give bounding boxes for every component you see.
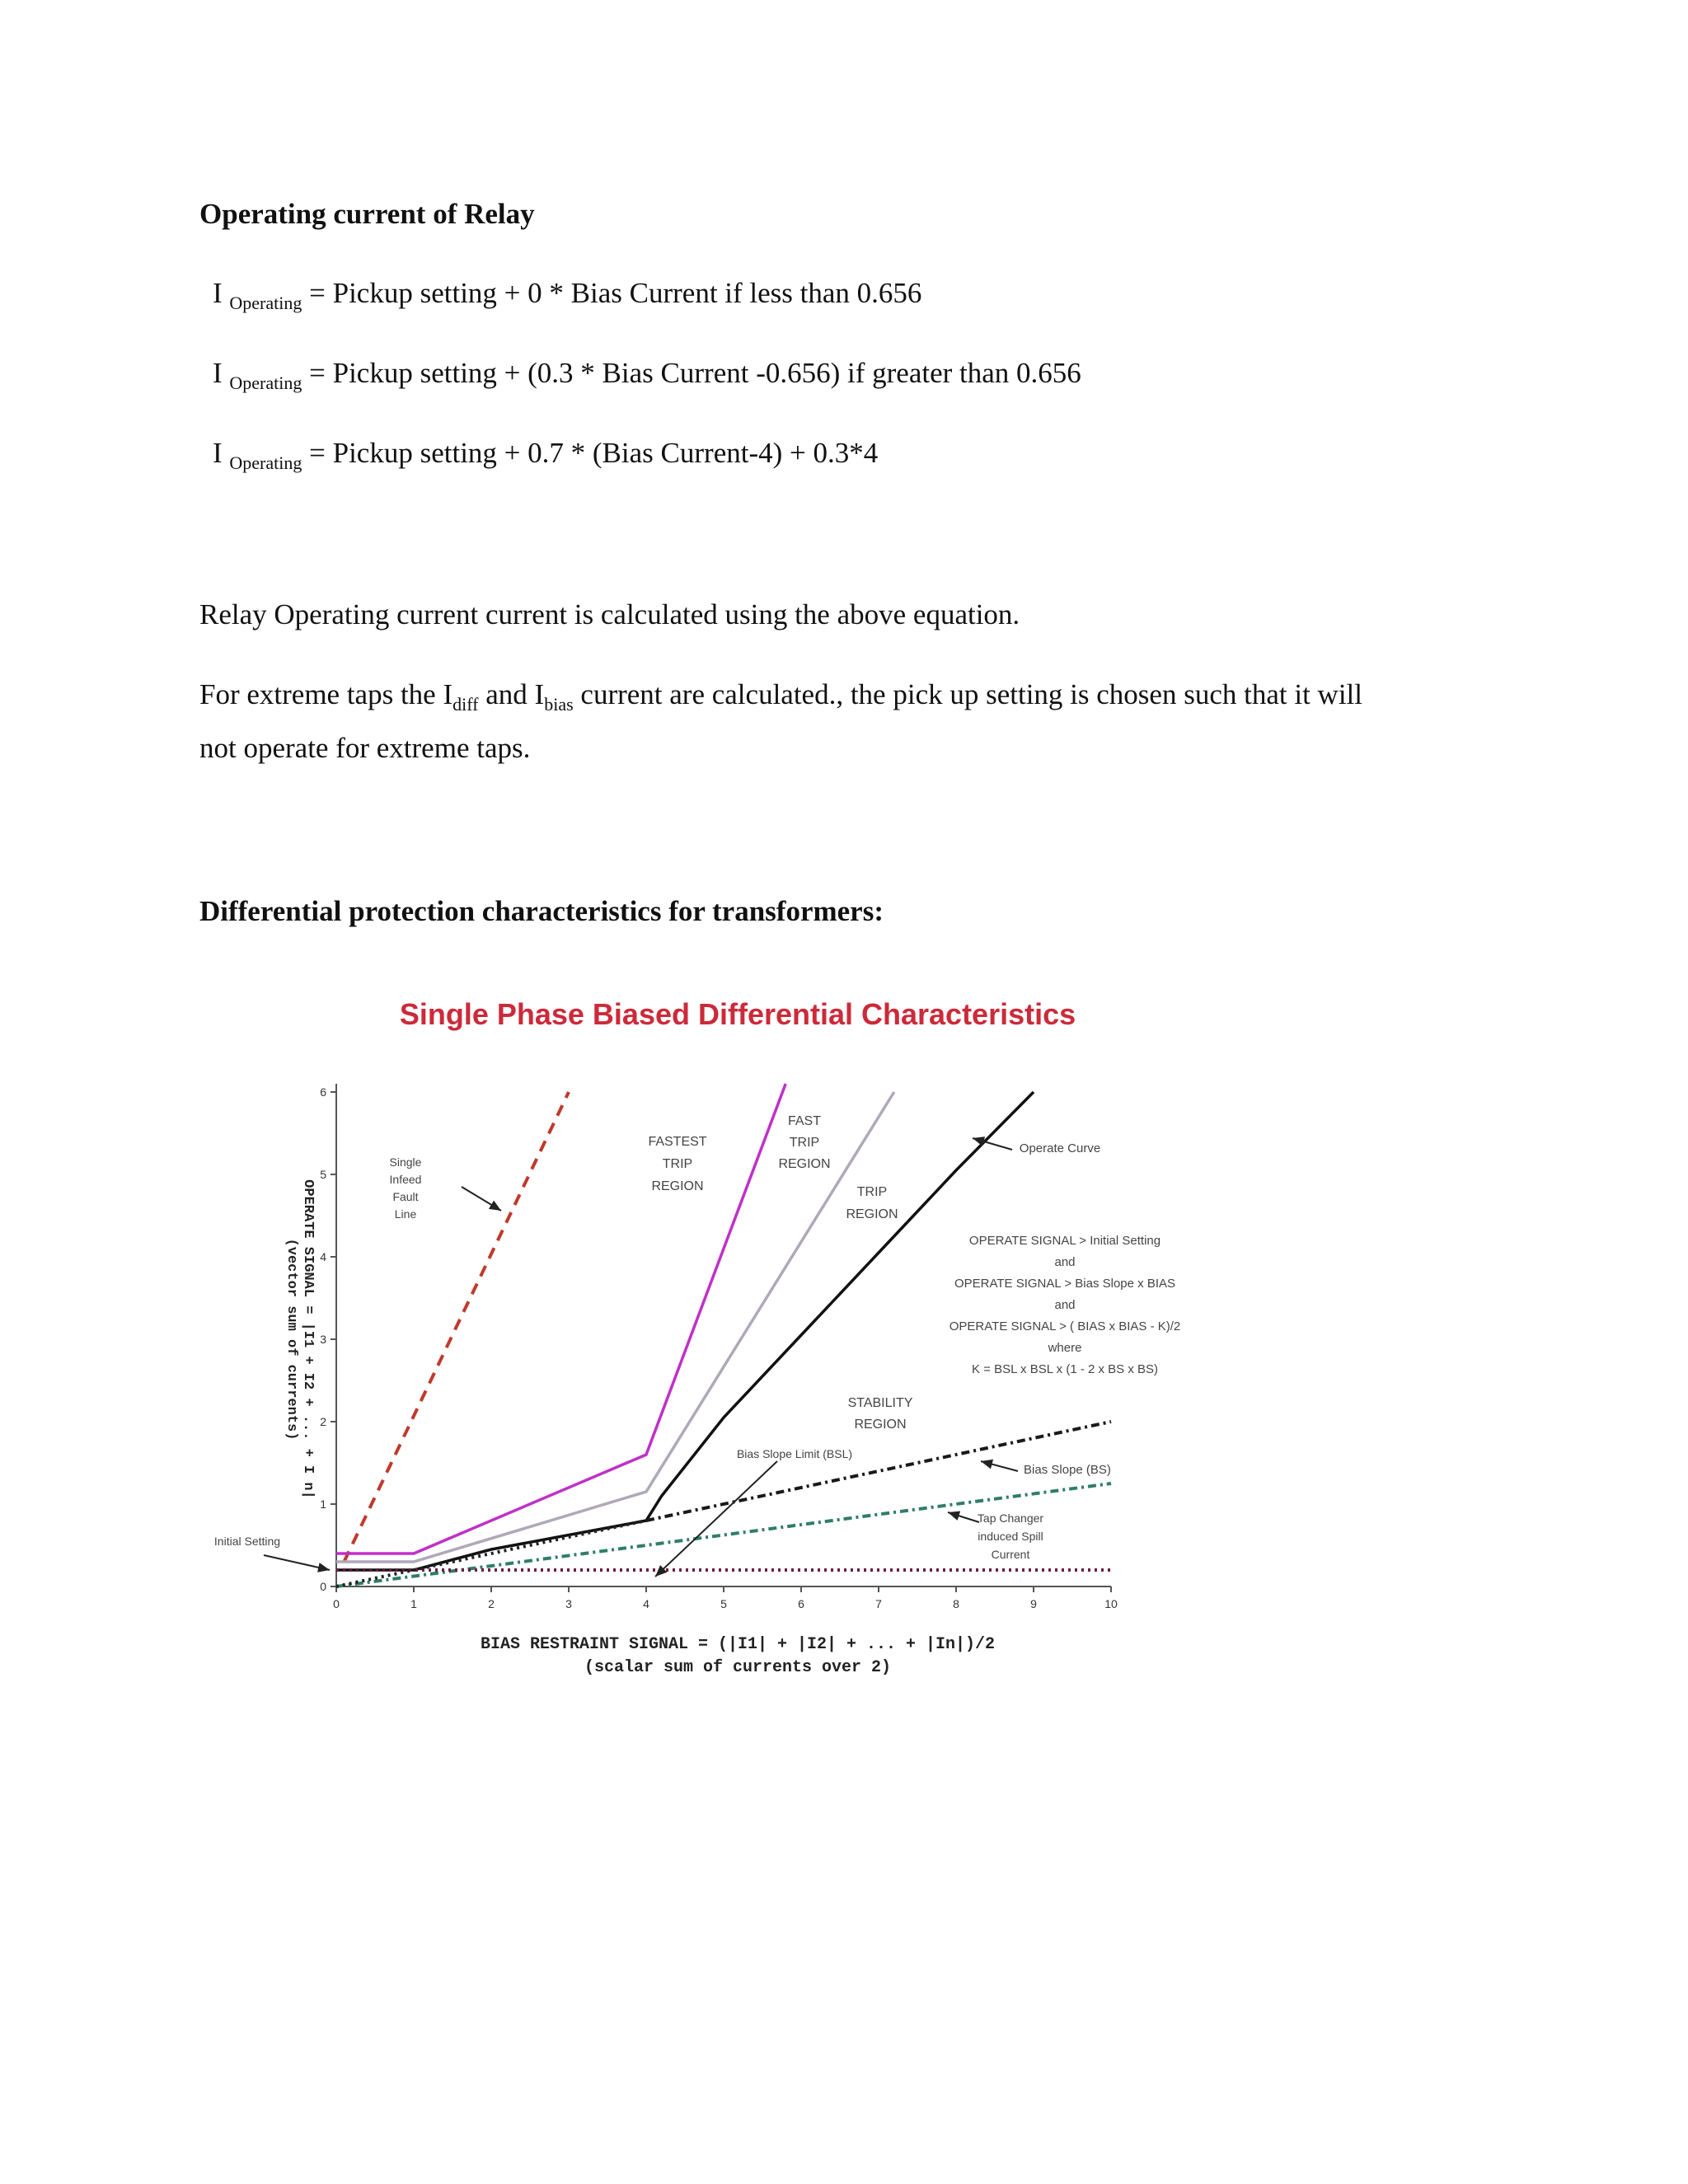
single-infeed-label: Single	[389, 1155, 422, 1169]
operate-conditions-text: OPERATE SIGNAL > Initial Setting	[968, 1234, 1161, 1248]
y-tick-label: 6	[320, 1085, 326, 1099]
fast-trip-label: FAST	[787, 1114, 822, 1128]
eq3-lhs: I	[213, 437, 223, 469]
eq2-rhs: = Pickup setting + (0.3 * Bias Current -0.656) if greater than 0.656	[302, 357, 1081, 389]
operate-conditions-text: OPERATE SIGNAL > ( BIAS x BIAS - K)/2	[949, 1319, 1181, 1333]
x-tick-label: 1	[410, 1597, 417, 1610]
series-line-1	[336, 1084, 785, 1554]
fastest-trip-label: FASTEST	[648, 1135, 707, 1149]
eq2-lhs: I	[213, 357, 223, 389]
operate-conditions-text: and	[1054, 1255, 1076, 1269]
x-tick-label: 9	[1030, 1597, 1037, 1610]
fastest-trip-label: REGION	[651, 1179, 704, 1193]
x-tick-label: 8	[953, 1597, 959, 1610]
heading-differential: Differential protection characteristics for transformers:	[199, 895, 884, 927]
p2-c: current are calculated., the pick up setting is chosen such that it will	[573, 678, 1362, 710]
fast-trip-label: REGION	[778, 1157, 831, 1171]
single-infeed-label: Infeed	[389, 1173, 422, 1186]
tap-changer-label: Current	[991, 1548, 1030, 1561]
y-tick-label: 2	[320, 1415, 326, 1428]
operate-conditions-text: K = BSL x BSL x (1 - 2 x BS x BS)	[971, 1362, 1159, 1376]
x-tick-label: 7	[875, 1597, 882, 1610]
single-infeed-label: Line	[394, 1207, 417, 1221]
series-line-0	[344, 1092, 569, 1562]
tap-changer-arrow-head	[948, 1511, 960, 1520]
paragraph-2-line-2: not operate for extreme taps.	[199, 732, 531, 764]
chart-title: Single Phase Biased Differential Characteristics	[399, 997, 1076, 1031]
x-tick-label: 10	[1104, 1597, 1118, 1610]
operate-conditions-text: where	[1048, 1341, 1082, 1355]
operate-curve-label: Operate Curve	[1019, 1141, 1101, 1155]
y-tick-label: 5	[320, 1168, 326, 1181]
initial-setting-arrow-head	[317, 1563, 330, 1572]
y-axis-label-sub: (vector sum of currents)	[284, 1238, 299, 1441]
bias-slope-limit-label: Bias Slope Limit (BSL)	[736, 1447, 853, 1460]
plot-area	[214, 1084, 1180, 1677]
eq1-rhs: = Pickup setting + 0 * Bias Current if less than 0.656	[302, 277, 922, 309]
eq1-sub: Operating	[229, 293, 302, 313]
paragraph-2-line-1	[199, 678, 1362, 715]
operate-conditions-text: and	[1054, 1298, 1076, 1312]
x-tick-label: 4	[643, 1597, 649, 1610]
tap-changer-label: Tap Changer	[977, 1511, 1044, 1525]
y-tick-label: 3	[320, 1333, 326, 1346]
x-tick-label: 3	[565, 1597, 572, 1610]
fast-trip-label: TRIP	[789, 1136, 820, 1150]
eq2-sub: Operating	[229, 373, 302, 393]
x-tick-label: 6	[798, 1597, 804, 1610]
eq3-sub: Operating	[229, 452, 302, 473]
bias-slope-label: Bias Slope (BS)	[1024, 1463, 1111, 1477]
differential-characteristic-chart	[206, 985, 1212, 1694]
paragraph-1: Relay Operating current current is calculated using the above equation.	[199, 598, 1020, 630]
stability-region-label: STABILITY	[847, 1396, 913, 1410]
trip-region-label: REGION	[846, 1207, 898, 1221]
bias-slope-arrow-head	[981, 1460, 993, 1469]
p2-sub-diff: diff	[452, 694, 479, 715]
x-tick-label: 0	[333, 1597, 340, 1610]
p2-a: For extreme taps the I	[199, 678, 453, 710]
eq3-rhs: = Pickup setting + 0.7 * (Bias Current-4) + 0.3*4	[302, 437, 879, 469]
single-infeed-arrow-head	[489, 1201, 501, 1211]
stability-region-label: REGION	[854, 1418, 907, 1432]
x-axis-label-sub: (scalar sum of currents over 2)	[584, 1658, 892, 1677]
x-tick-label: 2	[488, 1597, 495, 1610]
p2-sub-bias: bias	[544, 694, 574, 715]
fastest-trip-label: TRIP	[662, 1157, 693, 1171]
equation-1	[213, 277, 921, 314]
initial-setting-label: Initial Setting	[213, 1535, 281, 1548]
y-tick-label: 4	[320, 1250, 326, 1263]
tap-changer-label: induced Spill	[978, 1530, 1043, 1543]
y-tick-label: 0	[320, 1580, 326, 1593]
operate-conditions-text: OPERATE SIGNAL > Bias Slope x BIAS	[954, 1277, 1176, 1291]
trip-region-label: TRIP	[856, 1185, 888, 1199]
single-infeed-label: Fault	[392, 1190, 419, 1203]
p2-b: and I	[478, 678, 545, 710]
y-axis-label: OPERATE SIGNAL = |I1 + I2 + ... + I n|	[300, 1179, 316, 1499]
x-tick-label: 5	[720, 1597, 727, 1610]
y-tick-label: 1	[320, 1497, 326, 1511]
x-axis-label: BIAS RESTRAINT SIGNAL = (|I1| + |I2| + ... + |In|)/2	[480, 1635, 996, 1654]
heading-operating-current: Operating current of Relay	[199, 198, 535, 230]
equation-2	[213, 357, 1081, 394]
eq1-lhs: I	[213, 277, 223, 309]
equation-3	[213, 437, 878, 474]
